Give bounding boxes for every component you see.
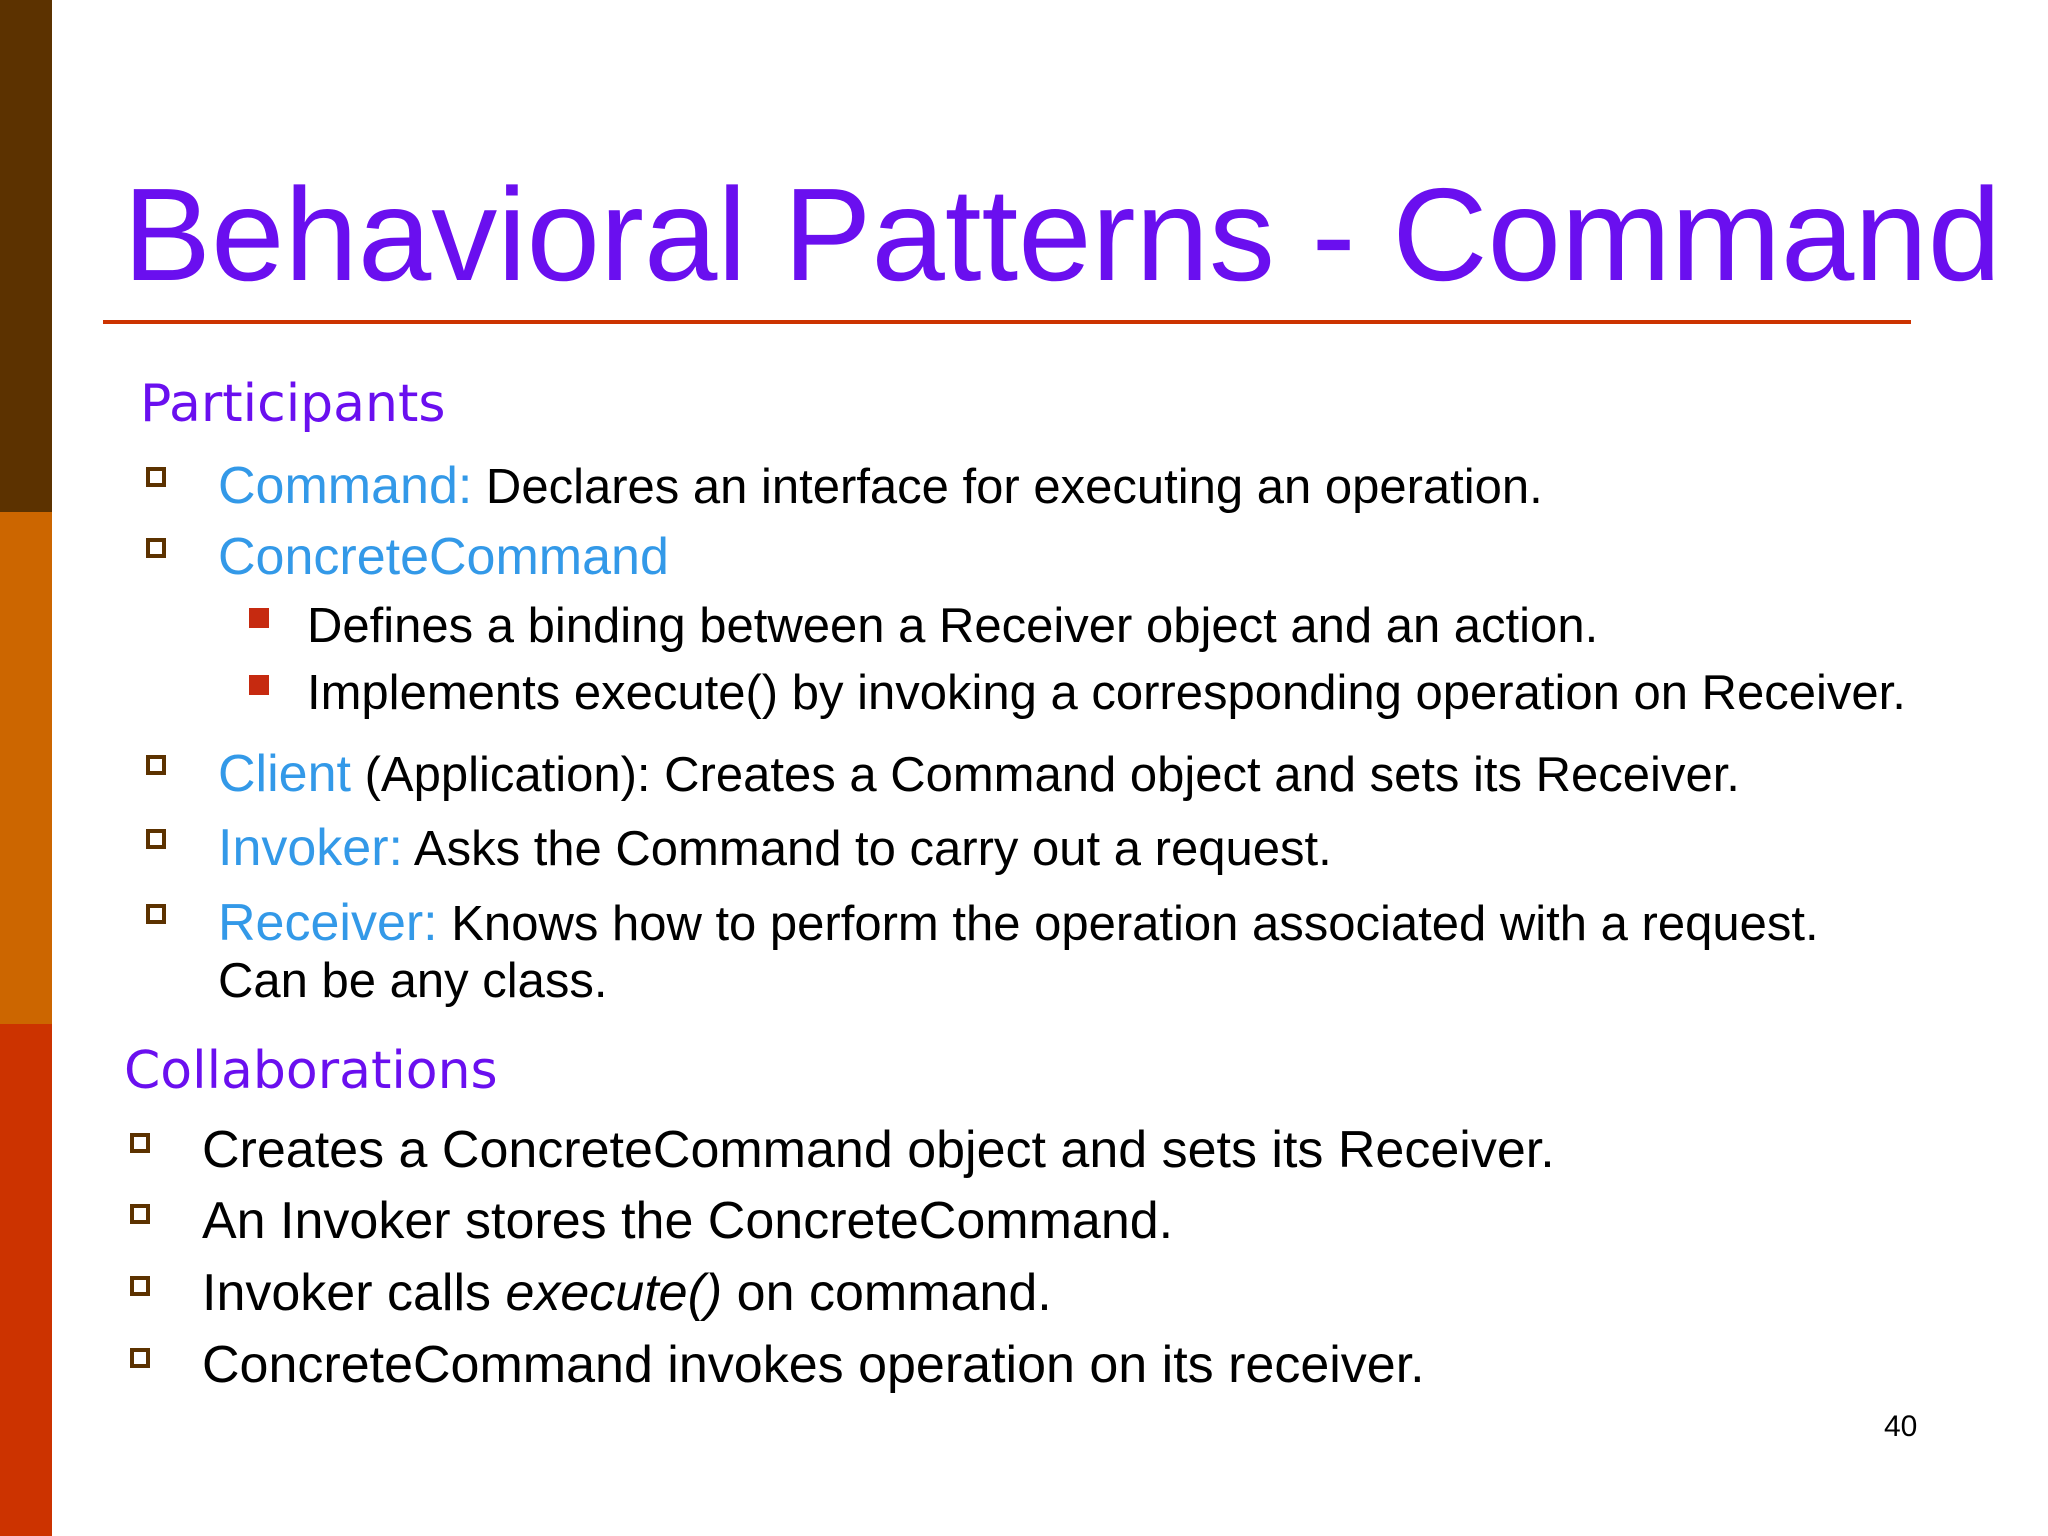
collaboration-item: ConcreteCommand invokes operation on its receiver. <box>202 1336 1425 1394</box>
box-bullet-icon <box>146 538 166 558</box>
collaboration-item: Creates a ConcreteCommand object and sets its Receiver. <box>202 1121 1555 1179</box>
square-bullet-icon <box>249 675 269 695</box>
box-bullet-icon <box>130 1204 150 1224</box>
participant-term: Invoker: <box>218 819 403 877</box>
concretecommand-subitem: Implements execute() by invoking a corresponding operation on Receiver. <box>307 666 1906 720</box>
participants-heading: Participants <box>140 374 446 434</box>
sidebar-color-bar <box>0 0 52 1536</box>
title-divider <box>103 320 1911 324</box>
participant-item-client <box>218 746 1740 803</box>
participant-term: Command: <box>218 457 473 515</box>
collaboration-item: An Invoker stores the ConcreteCommand. <box>202 1192 1174 1250</box>
collaboration-code-text: execute() <box>505 1264 723 1322</box>
sidebar-band-top <box>0 0 52 512</box>
sidebar-band-bottom <box>0 1024 52 1536</box>
participant-item-invoker <box>218 820 1332 877</box>
collaboration-text: on command. <box>722 1264 1052 1322</box>
box-bullet-icon <box>146 904 166 924</box>
participant-term: ConcreteCommand <box>218 528 669 586</box>
slide-title: Behavioral Patterns - Command <box>123 161 2002 308</box>
participant-description: Declares an interface for executing an operation. <box>472 460 1543 514</box>
box-bullet-icon <box>146 467 166 487</box>
participant-item-command <box>218 458 1543 515</box>
box-bullet-icon <box>146 829 166 849</box>
receiver-continuation: Can be any class. <box>218 954 608 1008</box>
box-bullet-icon <box>130 1276 150 1296</box>
participant-description: (Application): Creates a Command object and sets its Receiver. <box>350 748 1740 802</box>
participant-description: Knows how to perform the operation associated with a request. <box>437 897 1819 951</box>
square-bullet-icon <box>249 608 269 628</box>
participant-description: Asks the Command to carry out a request. <box>402 822 1332 876</box>
collaborations-heading: Collaborations <box>124 1041 498 1101</box>
box-bullet-icon <box>130 1133 150 1153</box>
sidebar-band-middle <box>0 512 52 1024</box>
page-number: 40 <box>1884 1410 1918 1443</box>
box-bullet-icon <box>130 1348 150 1368</box>
concretecommand-subitem: Defines a binding between a Receiver object and an action. <box>307 599 1599 653</box>
participant-item-concretecommand <box>218 529 669 586</box>
participant-term: Receiver: <box>218 894 438 952</box>
participant-term: Client <box>218 745 351 803</box>
participant-item-receiver <box>218 895 1819 952</box>
collaboration-text: Invoker calls <box>202 1264 506 1322</box>
collaboration-item <box>202 1263 1052 1323</box>
box-bullet-icon <box>146 755 166 775</box>
